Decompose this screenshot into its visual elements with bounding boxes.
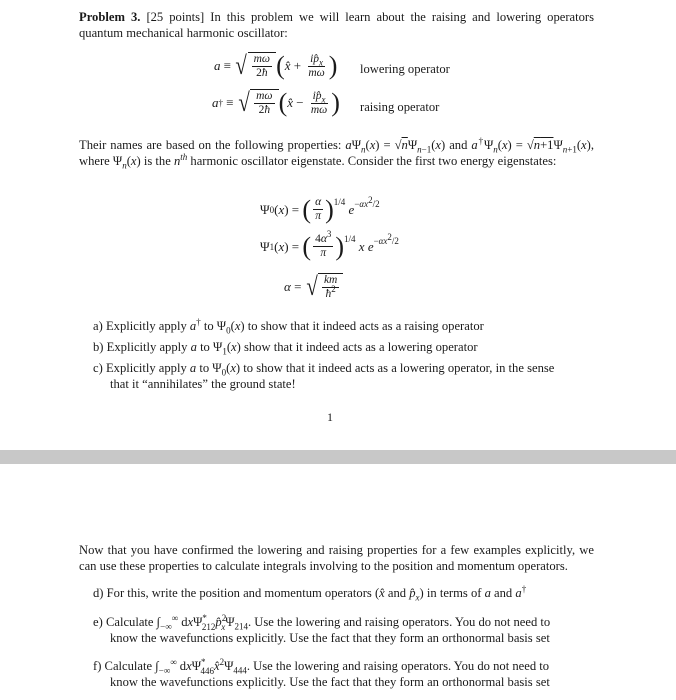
part-a: a) Explicitly apply a† to $\Psi_0(x)$ to show that it indeed acts as a raising operator [93, 316, 484, 336]
problem-title: Problem 3. [79, 10, 141, 24]
raising-operator-label: raising operator [360, 100, 440, 114]
problem-points: [25 points] [146, 10, 205, 24]
problem-intro [79, 9, 594, 41]
part-f: f) Calculate $\int_{-\infty}^\infty$ $dx\Psi^*_{446}x̂^2\Psi_{444}$. Use the lowering and raising operators. You do not need to know the wavefunctions explicitly. Use the fact that they form an orthonormal basis set [93, 656, 550, 689]
properties-tail: is the [143, 154, 171, 168]
lowering-operator-label: lowering operator [360, 62, 450, 76]
psi0-equation: Ψ 0 ( x ) = ( $\frac{\alpha}{\pi}$ ) $^{1/4}$ e $^{-\alpha x^2 /2}$ [260, 194, 380, 224]
problem-intro-text: In this problem we will learn about the raising and lowering operators quantum mechanical harmonic oscillator: [79, 10, 595, 40]
page2-intro: Now that you have confirmed the lowering and raising properties for a few examples explicitly, we can use these properties to calculate integrals involving to the position and momentum operators. [79, 543, 594, 573]
alpha-equation: α = √ $\frac{km}{ħ^2}$ [284, 273, 343, 301]
properties-paragraph: Their names are based on the following properties: $a\Psi_n(x) = √n\Psi_{n-1}(x)$ and $a^\dagger\Psi_n(x) = √n+1\Psi_{n+1}(x)$, where $\Psi_n(x)$ is the $n^{th}$ harmonic oscillator eigenstate. Consider the first two energy eigenstates: [79, 135, 594, 171]
page-separator [0, 450, 676, 464]
psi1-equation: Ψ 1 ( x ) = ( $\frac{4\alpha^3}{\pi}$ ) $^{1/4}$ x e $^{-\alpha x^2 /2}$ [260, 229, 399, 261]
raising-operator-equation: a † ≡ √ $\frac{m\omega}{2ħ}$ ( x̂ − $\frac{ip̂_x}{m\omega}$ ) [212, 88, 340, 117]
properties-where: , where [79, 138, 594, 168]
part-e: e) Calculate $\int_{-\infty}^\infty$ $dx\Psi^*_{212}p̂^2_x\Psi_{214}$. Use the lowering and raising operators. You do not need to know the wavefunctions explicitly. Use the fact that they form an orthonormal basis set [93, 612, 551, 645]
properties-tail2: harmonic oscillator eigenstate. Consider the first two energy eigenstates: [190, 154, 557, 168]
lowering-operator-equation: a ≡ √ $\frac{m\omega}{2ħ}$ ( x̂ + $\frac{ip̂_x}{m\omega}$ ) [214, 51, 338, 80]
part-c: c) Explicitly apply a to $\Psi_0(x)$ to show that it indeed acts as a lowering operator, in the sense that it “annihilates” the ground state! [93, 361, 555, 391]
part-b: b) Explicitly apply a to $\Psi_1(x)$ show that it indeed acts as a lowering operator [93, 340, 478, 357]
part-d: d) For this, write the position and momentum operators (x̂ and $p̂_x$) in terms of a and a† [93, 583, 527, 603]
page-2 [0, 464, 676, 700]
page-number: 1 [327, 410, 333, 424]
properties-lead: Their names are based on the following properties: [79, 138, 342, 152]
